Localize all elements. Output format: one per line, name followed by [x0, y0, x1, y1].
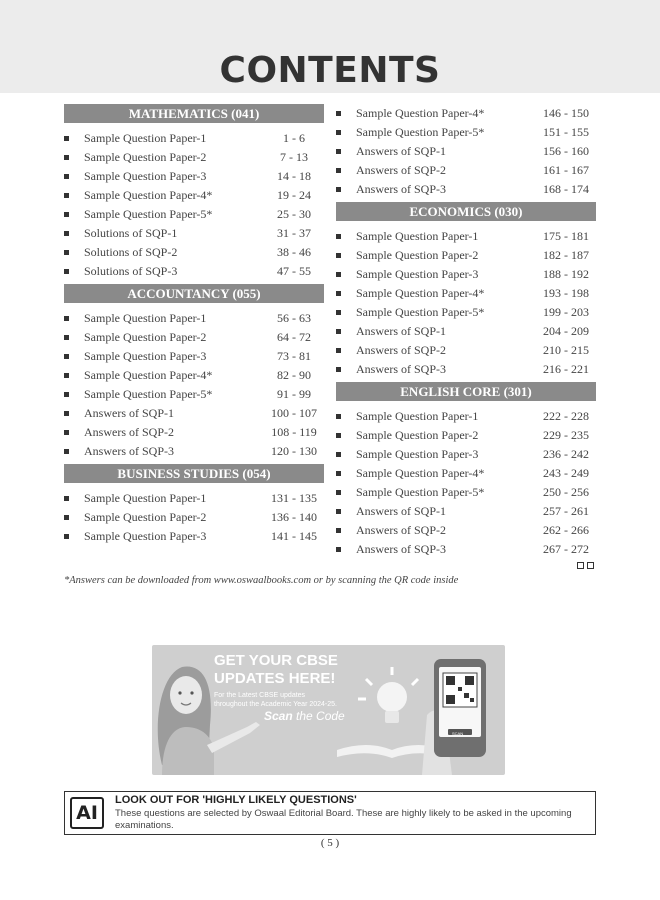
bullet-icon: [64, 534, 69, 539]
end-mark-icon: [587, 562, 594, 569]
bullet-icon: [336, 149, 341, 154]
toc-entry[interactable]: Answers of SQP-3 120 - 130: [64, 442, 324, 461]
toc-entry[interactable]: Answers of SQP-2 262 - 266: [336, 521, 596, 540]
toc-entry[interactable]: Answers of SQP-3 267 - 272: [336, 540, 596, 559]
toc-entry[interactable]: Answers of SQP-1 100 - 107: [64, 404, 324, 423]
bullet-icon: [64, 250, 69, 255]
bullet-icon: [336, 433, 341, 438]
bullet-icon: [336, 130, 341, 135]
banner-subtext-line2: throughout the Academic Year 2024-25.: [214, 701, 337, 708]
toc-entry[interactable]: Answers of SQP-2 161 - 167: [336, 161, 596, 180]
toc-entry[interactable]: Sample Question Paper-1 1 - 6: [64, 129, 324, 148]
toc-entry[interactable]: Sample Question Paper-4* 146 - 150: [336, 104, 596, 123]
footnote: *Answers can be downloaded from www.oswaalbooks.com or by scanning the QR code inside: [64, 575, 459, 586]
highlight-box-text: These questions are selected by Oswaal Editorial Board. These are highly likely to be asked in the upcoming examinations.: [115, 808, 572, 831]
toc-entry[interactable]: Sample Question Paper-3 236 - 242: [336, 445, 596, 464]
bullet-icon: [64, 354, 69, 359]
toc-entry[interactable]: Sample Question Paper-2 229 - 235: [336, 426, 596, 445]
section-heading-mathematics: MATHEMATICS (041): [64, 104, 324, 123]
toc-entry[interactable]: Sample Question Paper-1 56 - 63: [64, 309, 324, 328]
bullet-icon: [64, 136, 69, 141]
toc-entry[interactable]: Sample Question Paper-4* 193 - 198: [336, 284, 596, 303]
toc-entry[interactable]: Answers of SQP-2 210 - 215: [336, 341, 596, 360]
bullet-icon: [336, 168, 341, 173]
toc-entry[interactable]: Sample Question Paper-3 188 - 192: [336, 265, 596, 284]
bullet-icon: [336, 452, 341, 457]
bullet-icon: [336, 367, 341, 372]
toc-entry[interactable]: Sample Question Paper-5* 151 - 155: [336, 123, 596, 142]
toc-entry[interactable]: Sample Question Paper-2 136 - 140: [64, 508, 324, 527]
banner-headline-line2: UPDATES HERE!: [214, 670, 336, 687]
bullet-icon: [336, 253, 341, 258]
bullet-icon: [64, 515, 69, 520]
bullet-icon: [64, 392, 69, 397]
toc-entry[interactable]: Sample Question Paper-5* 250 - 256: [336, 483, 596, 502]
toc-entry[interactable]: Sample Question Paper-2 64 - 72: [64, 328, 324, 347]
bullet-icon: [64, 335, 69, 340]
toc-entry[interactable]: Sample Question Paper-1 222 - 228: [336, 407, 596, 426]
bullet-icon: [336, 291, 341, 296]
bullet-icon: [64, 174, 69, 179]
toc-entry[interactable]: Sample Question Paper-3 14 - 18: [64, 167, 324, 186]
toc-right-column: [336, 104, 596, 559]
banner-scan-text: Scan the Code: [264, 709, 345, 723]
bullet-icon: [64, 449, 69, 454]
bullet-icon: [336, 187, 341, 192]
toc-entry[interactable]: Sample Question Paper-5* 199 - 203: [336, 303, 596, 322]
highly-likely-questions-box: [64, 791, 596, 835]
toc-entry[interactable]: Sample Question Paper-4* 243 - 249: [336, 464, 596, 483]
bullet-icon: [64, 231, 69, 236]
toc-entry[interactable]: Sample Question Paper-1 175 - 181: [336, 227, 596, 246]
highlight-box-title: LOOK OUT FOR 'HIGHLY LIKELY QUESTIONS': [115, 794, 357, 806]
toc-entry[interactable]: Sample Question Paper-2 182 - 187: [336, 246, 596, 265]
bullet-icon: [336, 310, 341, 315]
page-number: ( 5 ): [320, 837, 340, 849]
bullet-icon: [64, 496, 69, 501]
toc-entry[interactable]: Sample Question Paper-5* 91 - 99: [64, 385, 324, 404]
ai-logo-icon: AI: [70, 797, 104, 829]
bullet-icon: [64, 193, 69, 198]
toc-entry[interactable]: Answers of SQP-2 108 - 119: [64, 423, 324, 442]
bullet-icon: [336, 547, 341, 552]
toc-entry[interactable]: Sample Question Paper-4* 82 - 90: [64, 366, 324, 385]
toc-left-column: [64, 104, 324, 546]
toc-entry[interactable]: Solutions of SQP-1 31 - 37: [64, 224, 324, 243]
bullet-icon: [336, 414, 341, 419]
bullet-icon: [336, 490, 341, 495]
section-heading-economics: ECONOMICS (030): [336, 202, 596, 221]
bullet-icon: [336, 329, 341, 334]
bullet-icon: [336, 348, 341, 353]
bullet-icon: [336, 234, 341, 239]
section-heading-business-studies: BUSINESS STUDIES (054): [64, 464, 324, 483]
toc-entry[interactable]: Sample Question Paper-3 73 - 81: [64, 347, 324, 366]
toc-entry[interactable]: Sample Question Paper-4* 19 - 24: [64, 186, 324, 205]
bullet-icon: [336, 111, 341, 116]
banner-subtext-line1: For the Latest CBSE updates: [214, 692, 306, 699]
end-mark-icon: [577, 562, 584, 569]
toc-entry[interactable]: Sample Question Paper-5* 25 - 30: [64, 205, 324, 224]
cbse-updates-banner[interactable]: [152, 645, 505, 775]
bullet-icon: [64, 373, 69, 378]
bullet-icon: [64, 430, 69, 435]
toc-entry[interactable]: Sample Question Paper-3 141 - 145: [64, 527, 324, 546]
toc-entry[interactable]: Answers of SQP-3 168 - 174: [336, 180, 596, 199]
section-heading-english-core: ENGLISH CORE (301): [336, 382, 596, 401]
toc-entry[interactable]: Answers of SQP-1 257 - 261: [336, 502, 596, 521]
toc-entry[interactable]: Answers of SQP-1 156 - 160: [336, 142, 596, 161]
bullet-icon: [64, 212, 69, 217]
toc-entry[interactable]: Solutions of SQP-2 38 - 46: [64, 243, 324, 262]
phone-scan-button: SCAN: [452, 731, 464, 736]
bullet-icon: [64, 411, 69, 416]
toc-entry[interactable]: Sample Question Paper-2 7 - 13: [64, 148, 324, 167]
toc-entry[interactable]: Answers of SQP-1 204 - 209: [336, 322, 596, 341]
section-heading-accountancy: ACCOUNTANCY (055): [64, 284, 324, 303]
toc-entry[interactable]: Sample Question Paper-1 131 - 135: [64, 489, 324, 508]
bullet-icon: [336, 528, 341, 533]
banner-headline-line1: GET YOUR CBSE: [214, 652, 338, 669]
bullet-icon: [64, 155, 69, 160]
toc-entry[interactable]: Solutions of SQP-3 47 - 55: [64, 262, 324, 281]
bullet-icon: [336, 509, 341, 514]
bullet-icon: [64, 269, 69, 274]
bullet-icon: [336, 471, 341, 476]
bullet-icon: [64, 316, 69, 321]
bullet-icon: [336, 272, 341, 277]
page-title: CONTENTS: [219, 50, 441, 91]
toc-entry[interactable]: Answers of SQP-3 216 - 221: [336, 360, 596, 379]
